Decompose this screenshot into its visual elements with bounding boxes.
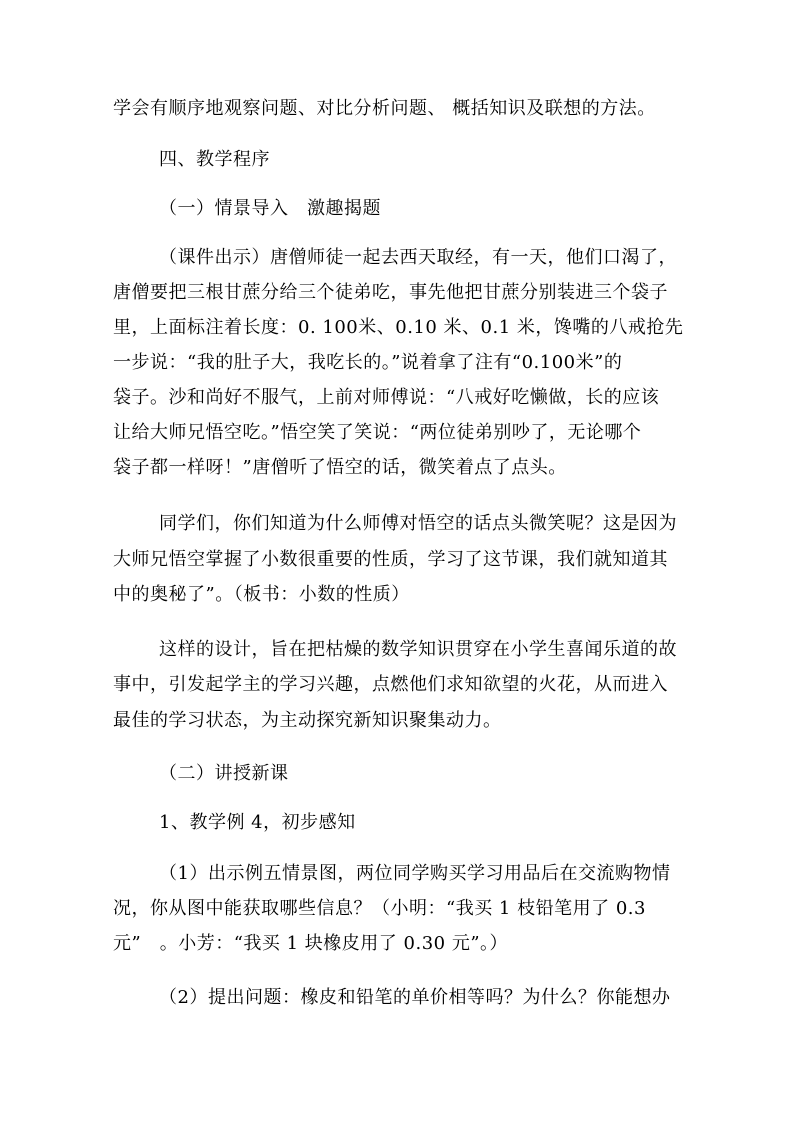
item-heading-example-4: 1、教学例 4，初步感知 [159,812,356,833]
paragraph-line: 事中，引发起学主的学习兴趣，点燃他们求知欲望的火花，从而进入 [113,674,668,695]
paragraph-line: 大师兄悟空掌握了小数很重要的性质，学习了这节课，我们就知道其 [113,549,668,570]
paragraph-line: 最佳的学习状态，为主动探究新知识聚集动力。 [113,710,502,731]
paragraph-line: 唐僧要把三根甘蔗分给三个徒弟吃，事先他把甘蔗分别装进三个袋子 [113,282,668,303]
paragraph-line: 况，你从图中能获取哪些信息？（小明：“我买 1 枝铅笔用了 0.3 [113,898,646,919]
paragraph-line: 袋子。沙和尚好不服气，上前对师傅说：“八戒好吃懒做，长的应该 [113,387,660,408]
subsection-heading-new-lesson: （二）讲授新课 [159,763,289,784]
section-heading-teaching-procedure: 四、教学程序 [159,149,270,170]
paragraph-line: （课件出示）唐僧师徒一起去西天取经，有一天，他们口渴了， [159,247,677,268]
paragraph-line: 元” 。小芳：“我买 1 块橡皮用了 0.30 元”。） [113,933,509,954]
paragraph-line: 里，上面标注着长度：0. 100米、0.10 米、0.1 米，馋嘴的八戒抢先 [113,317,684,338]
paragraph-line: 让给大师兄悟空吃。”悟空笑了笑说：“两位徒弟别吵了，无论哪个 [113,422,642,443]
subsection-heading-intro: （一）情景导入 激趣揭题 [159,198,381,219]
paragraph-line: 中的奥秘了”。（板书：小数的性质） [113,584,410,605]
paragraph-line: 袋子都一样呀！”唐僧听了悟空的话，微笑着点了点头。 [113,457,567,478]
paragraph-line: 学会有顺序地观察问题、对比分析问题、 概括知识及联想的方法。 [113,98,656,119]
paragraph-line: 同学们，你们知道为什么师傅对悟空的话点头微笑呢？这是因为 [159,513,677,534]
paragraph-line: 一步说：“我的肚子大，我吃长的。”说着拿了注有“0.100米”的 [113,352,623,373]
paragraph-line: 这样的设计，旨在把枯燥的数学知识贯穿在小学生喜闻乐道的故 [159,639,677,660]
paragraph-line: （1）出示例五情景图，两位同学购买学习用品后在交流购物情 [159,863,671,884]
paragraph-line: （2）提出问题：橡皮和铅笔的单价相等吗？为什么？你能想办 [159,987,671,1008]
